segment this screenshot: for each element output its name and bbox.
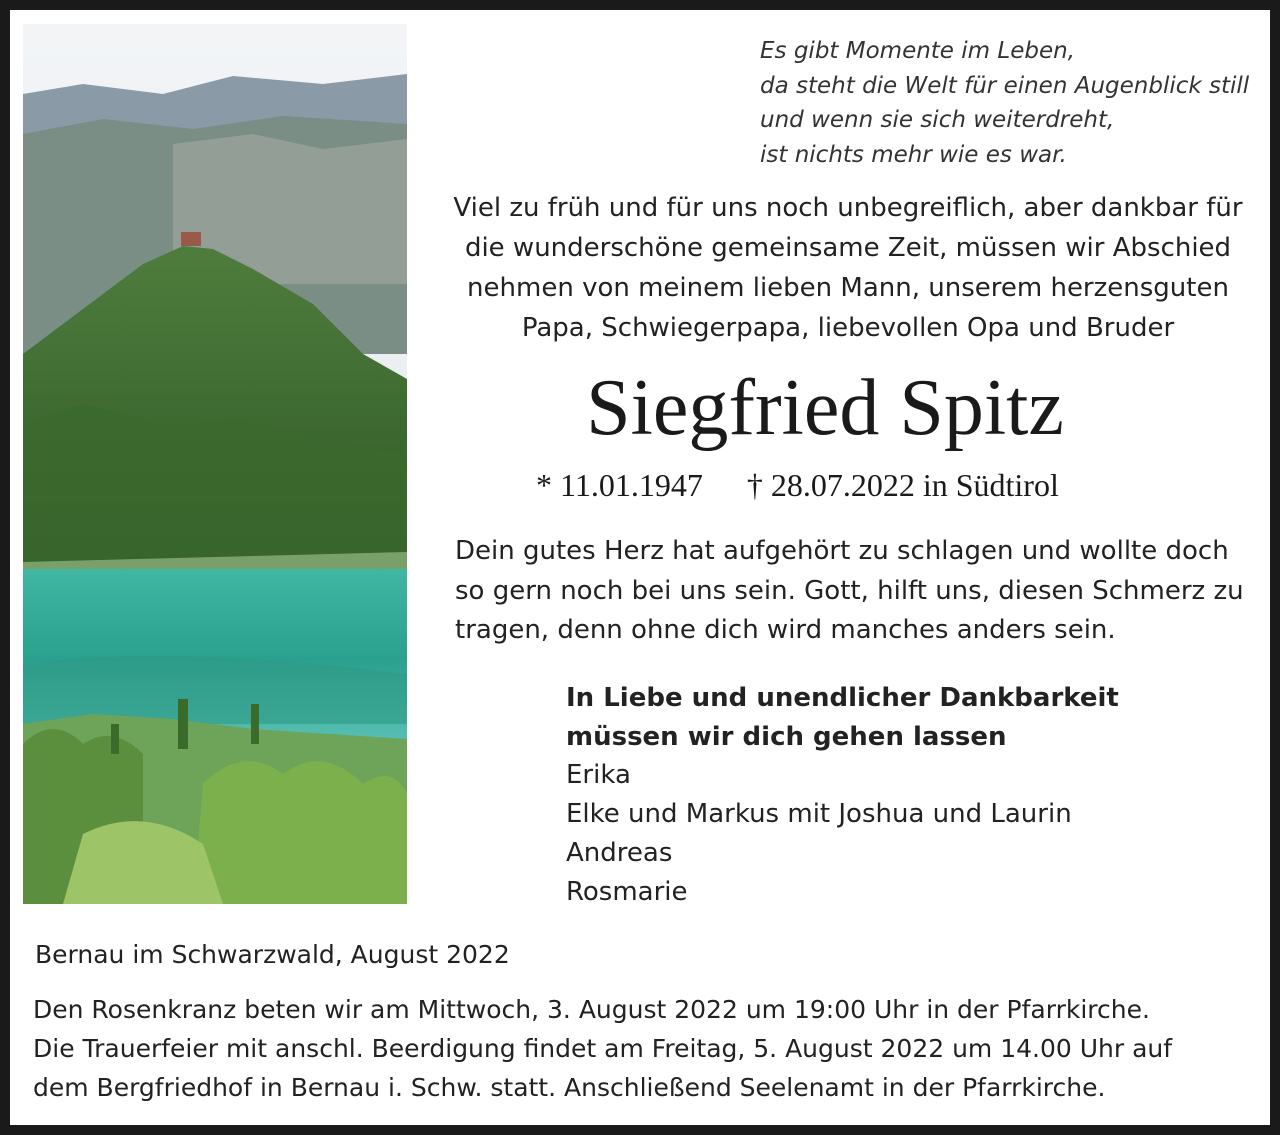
intro-line: nehmen von meinem lieben Mann, unserem herzensguten [467,273,1229,303]
service-line: dem Bergfriedhof in Bernau i. Schw. statt. Anschließend Seelenamt in der Pfarrkirche. [33,1073,1106,1102]
poem-line: ist nichts mehr wie es war. [760,141,1067,168]
message-line: so gern noch bei uns sein. Gott, hilft uns, diesen Schmerz zu [455,575,1244,606]
mourners-heading: In Liebe und unendlicher Dankbarkeit [566,683,1119,713]
landscape-photo [23,24,407,904]
life-dates [536,465,1236,505]
poem-line: da steht die Welt für einen Augenblick still [760,72,1250,99]
poem-line: und wenn sie sich weiterdreht, [760,107,1115,133]
mourner-name: Andreas [566,837,673,868]
poem-line: Es gibt Momente im Leben, [760,38,1075,64]
intro-line: die wunderschöne gemeinsame Zeit, müssen wir Abschied [464,233,1232,263]
service-line: Die Trauerfeier mit anschl. Beerdigung findet am Freitag, 5. August 2022 um 14.00 Uhr auf [33,1034,1173,1063]
intro-text [430,188,1266,348]
service-details [33,990,1273,1107]
mourner-name: Erika [566,760,631,791]
birth-date: * 11.01.1947 [536,467,703,503]
deceased-name: Siegfried Spitz [586,364,1064,452]
mourner-name: Rosmarie [566,876,688,907]
mourners-block [566,679,1266,911]
message-line: Dein gutes Herz hat aufgehört zu schlagen und wollte doch [455,536,1229,566]
place-and-date: Bernau im Schwarzwald, August 2022 [35,940,510,969]
mourner-name: Elke und Markus mit Joshua und Laurin [566,799,1072,830]
mourners-heading: müssen wir dich gehen lassen [566,721,1007,752]
farewell-message [455,532,1275,651]
intro-line: Viel zu früh und für uns noch unbegreiflich, aber dankbar für [453,193,1243,223]
poem [760,34,1280,172]
death-date: † 28.07.2022 in Südtirol [746,467,1059,503]
service-line: Den Rosenkranz beten wir am Mittwoch, 3. August 2022 um 19:00 Uhr in der Pfarrkirche. [33,995,1150,1024]
lake-mountain-image [23,24,407,904]
message-line: tragen, denn ohne dich wird manches anders sein. [455,615,1116,645]
intro-line: Papa, Schwiegerpapa, liebevollen Opa und Bruder [521,313,1175,343]
